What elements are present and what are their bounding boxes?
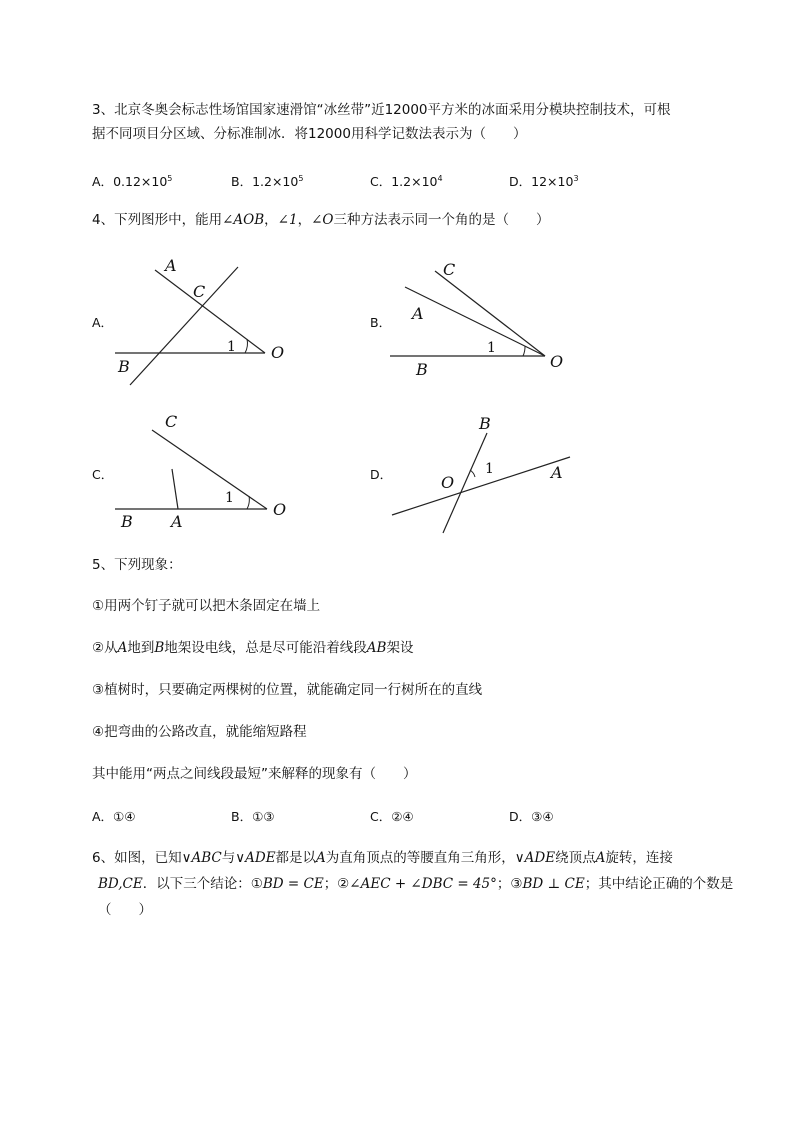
q5-question: 其中能用“两点之间线段最短”来解释的现象有（ ） xyxy=(92,766,417,782)
fig-a-point-c: C xyxy=(193,282,206,301)
fig-c-point-a: A xyxy=(171,512,183,531)
q3-option-d[interactable]: D．$12\times 10^3$ xyxy=(509,174,579,189)
q3-option-a[interactable]: A．$0.12\times 10^5$ xyxy=(92,174,173,189)
q4-figure-d-label[interactable]: D． xyxy=(370,467,393,482)
fig-c-point-o: O xyxy=(273,500,287,519)
q4-figure-a-label[interactable]: A． xyxy=(92,315,114,330)
q6-stem-line2: BD,CE．以下三个结论：①BD = CE；②∠AEC + ∠DBC = 45°；③BD ⊥ CE；其中结论正确的个数是 xyxy=(98,876,734,892)
q5-option-b[interactable]: B．①③ xyxy=(231,809,275,824)
fig-d-point-b: B xyxy=(479,414,491,433)
fig-b-point-a: A xyxy=(412,304,424,323)
q4-figure-b xyxy=(385,255,575,380)
q3-stem-line1: 3、北京冬奥会标志性场馆国家速滑馆“冰丝带”近12000平方米的冰面采用分模块控制技术，可根 xyxy=(92,102,671,118)
fig-d-point-o: O xyxy=(441,473,455,492)
q5-item-4: ④把弯曲的公路改直，就能缩短路程 xyxy=(92,724,307,740)
fig-c-angle-1: 1 xyxy=(225,490,234,506)
q5-item-1: ①用两个钉子就可以把木条固定在墙上 xyxy=(92,598,321,614)
fig-b-point-b: B xyxy=(416,360,428,379)
q4-figure-c xyxy=(110,405,300,535)
fig-c-point-b: B xyxy=(121,512,133,531)
q3-option-b[interactable]: B．$1.2\times 10^5$ xyxy=(231,174,304,189)
fig-b-point-o: O xyxy=(550,352,564,371)
fig-b-angle-1: 1 xyxy=(487,340,496,356)
q6-answer-bracket: （ ） xyxy=(98,902,152,918)
q5-option-a[interactable]: A．①④ xyxy=(92,809,136,824)
q5-item-2: ②从A地到B地架设电线，总是尽可能沿着线段AB架设 xyxy=(92,640,414,656)
q4-figure-d xyxy=(385,405,585,540)
q4-figure-b-label[interactable]: B． xyxy=(370,315,392,330)
fig-a-angle-1: 1 xyxy=(227,339,236,355)
q4-stem: 4、下列图形中，能用∠AOB，∠1，∠O三种方法表示同一个角的是（ ） xyxy=(92,212,550,228)
q4-figure-a xyxy=(110,255,300,390)
fig-d-angle-1: 1 xyxy=(485,461,494,477)
q4-figure-c-label[interactable]: C． xyxy=(92,467,114,482)
q5-option-d[interactable]: D．③④ xyxy=(509,809,554,824)
fig-d-point-a: A xyxy=(551,463,563,482)
fig-a-point-b: B xyxy=(118,357,130,376)
q6-stem-line1: 6、如图，已知∨ABC与∨ADE都是以A为直角顶点的等腰直角三角形，∨ADE绕顶点A旋转，连接 xyxy=(92,850,673,866)
q3-stem-line2: 据不同项目分区域、分标准制冰．将12000用科学记数法表示为（ ） xyxy=(92,126,527,142)
q5-item-3: ③植树时，只要确定两棵树的位置，就能确定同一行树所在的直线 xyxy=(92,682,483,698)
q3-option-c[interactable]: C．$1.2\times 10^4$ xyxy=(370,174,443,189)
fig-b-point-c: C xyxy=(443,260,456,279)
q5-option-c[interactable]: C．②④ xyxy=(370,809,414,824)
fig-a-point-a: A xyxy=(165,256,177,275)
fig-c-point-c: C xyxy=(165,412,178,431)
fig-a-point-o: O xyxy=(271,343,285,362)
q5-stem: 5、下列现象： xyxy=(92,557,182,573)
